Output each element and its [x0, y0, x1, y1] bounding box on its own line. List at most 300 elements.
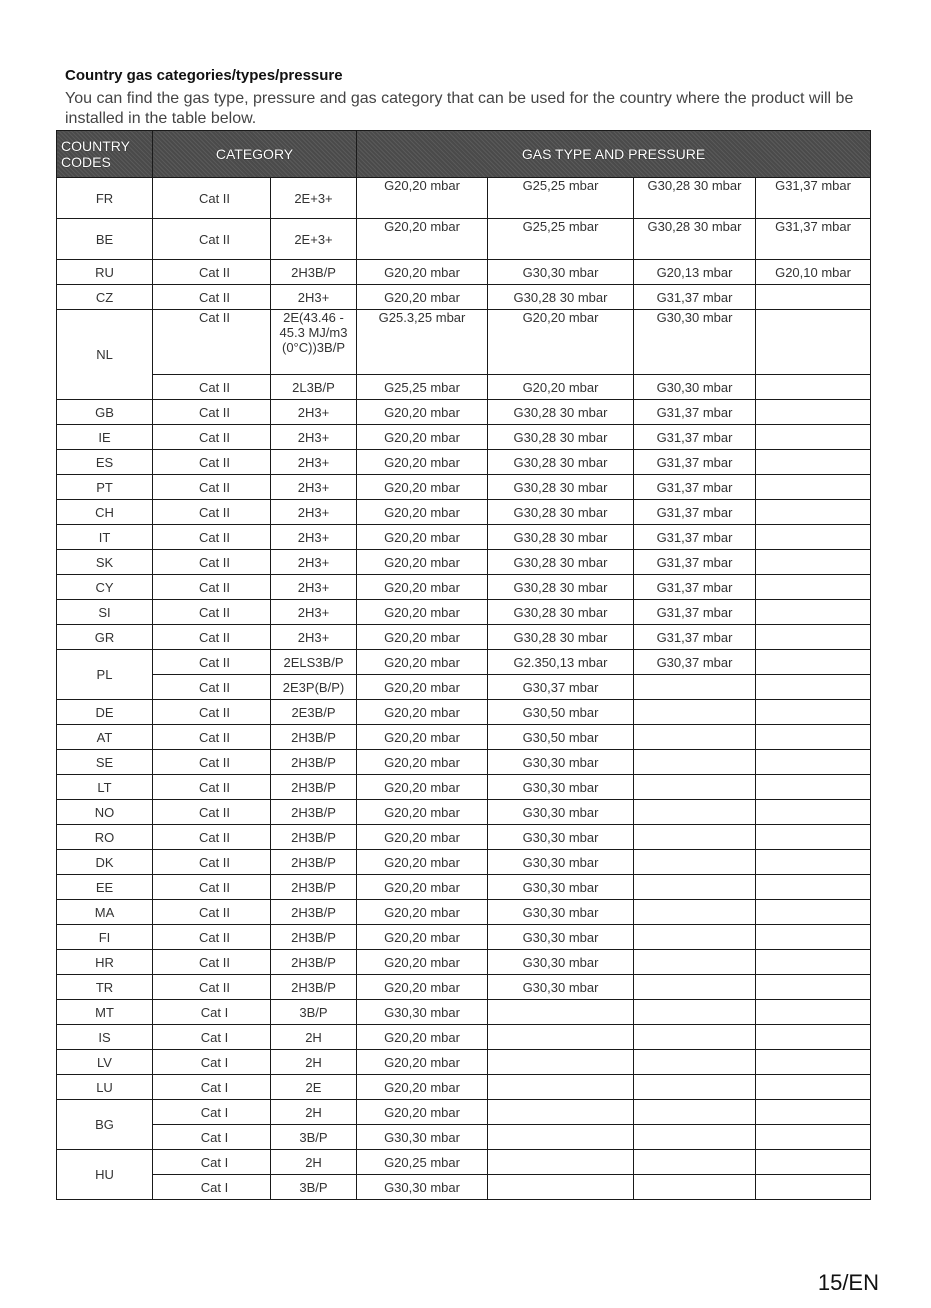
pressure-cell [756, 1150, 871, 1175]
pressure-cell: G31,37 mbar [634, 400, 756, 425]
pressure-cell [634, 1100, 756, 1125]
pressure-cell: G2.350,13 mbar [488, 650, 634, 675]
pressure-cell: G20,20 mbar [357, 1025, 488, 1050]
country-code-cell: EE [57, 875, 153, 900]
country-code-cell: GR [57, 625, 153, 650]
pressure-cell [756, 525, 871, 550]
pressure-cell: G30,28 30 mbar [488, 475, 634, 500]
pressure-cell: G30,30 mbar [488, 775, 634, 800]
gas-type-code-cell: 2H3+ [271, 525, 357, 550]
pressure-cell [488, 1150, 634, 1175]
pressure-cell [634, 875, 756, 900]
pressure-cell [634, 1075, 756, 1100]
category-cell: Cat II [153, 450, 271, 475]
pressure-cell: G30,28 30 mbar [488, 500, 634, 525]
table-row [57, 950, 871, 975]
table-row [57, 260, 871, 285]
pressure-cell: G20,20 mbar [357, 875, 488, 900]
table-row [57, 750, 871, 775]
table-row [57, 625, 871, 650]
country-code-cell: DK [57, 850, 153, 875]
country-code-cell: FI [57, 925, 153, 950]
table-row [57, 425, 871, 450]
pressure-cell: G20,20 mbar [357, 600, 488, 625]
gas-type-code-cell: 2H3+ [271, 550, 357, 575]
pressure-cell [634, 750, 756, 775]
gas-type-code-cell: 2H3B/P [271, 975, 357, 1000]
table-row [57, 1100, 871, 1125]
gas-type-code-cell: 2H3+ [271, 600, 357, 625]
table-body [57, 178, 871, 1200]
pressure-cell: G31,37 mbar [634, 600, 756, 625]
pressure-cell: G20,20 mbar [357, 285, 488, 310]
pressure-cell: G20,20 mbar [488, 375, 634, 400]
country-code-cell: FR [57, 178, 153, 219]
country-code-cell: HR [57, 950, 153, 975]
gas-type-code-cell: 2H3B/P [271, 750, 357, 775]
pressure-cell [756, 1050, 871, 1075]
category-cell: Cat II [153, 925, 271, 950]
pressure-cell [756, 500, 871, 525]
gas-type-code-cell: 2E(43.46 - 45.3 MJ/m3 (0°C))3B/P [271, 310, 357, 375]
category-cell: Cat II [153, 525, 271, 550]
pressure-cell [634, 1175, 756, 1200]
table-header-row [57, 131, 871, 178]
pressure-cell: G30,28 30 mbar [488, 425, 634, 450]
country-code-cell: HU [57, 1150, 153, 1200]
pressure-cell: G20,20 mbar [357, 825, 488, 850]
category-cell: Cat II [153, 260, 271, 285]
category-cell: Cat II [153, 500, 271, 525]
pressure-cell: G30,30 mbar [634, 375, 756, 400]
category-cell: Cat II [153, 875, 271, 900]
category-cell: Cat II [153, 178, 271, 219]
pressure-cell: G20,25 mbar [357, 1150, 488, 1175]
intro-paragraph: You can find the gas type, pressure and gas category that can be used for the country where the product will be installed in the table below. [65, 90, 854, 127]
category-cell: Cat II [153, 400, 271, 425]
pressure-cell: G30,28 30 mbar [488, 450, 634, 475]
gas-type-code-cell: 3B/P [271, 1125, 357, 1150]
category-cell: Cat II [153, 310, 271, 375]
gas-type-code-cell: 2H3B/P [271, 900, 357, 925]
category-cell: Cat II [153, 600, 271, 625]
pressure-cell: G20,20 mbar [488, 310, 634, 375]
country-code-cell: RO [57, 825, 153, 850]
country-code-cell: MA [57, 900, 153, 925]
pressure-cell [756, 650, 871, 675]
pressure-cell: G20,20 mbar [357, 775, 488, 800]
gas-type-code-cell: 2H [271, 1100, 357, 1125]
category-cell: Cat II [153, 285, 271, 310]
country-code-cell: BE [57, 219, 153, 260]
table-row [57, 178, 871, 219]
pressure-cell: G30,30 mbar [488, 900, 634, 925]
gas-type-code-cell: 2H3B/P [271, 875, 357, 900]
pressure-cell [634, 1000, 756, 1025]
pressure-cell: G20,13 mbar [634, 260, 756, 285]
table-row [57, 800, 871, 825]
pressure-cell [756, 1075, 871, 1100]
pressure-cell [488, 1050, 634, 1075]
category-cell: Cat II [153, 700, 271, 725]
table-row [57, 400, 871, 425]
pressure-cell: G20,20 mbar [357, 550, 488, 575]
pressure-cell: G30,28 30 mbar [488, 400, 634, 425]
table-row [57, 900, 871, 925]
table-row [57, 310, 871, 375]
table-row [57, 1075, 871, 1100]
country-code-cell: MT [57, 1000, 153, 1025]
pressure-cell: G30,30 mbar [357, 1000, 488, 1025]
pressure-cell: G31,37 mbar [634, 500, 756, 525]
category-cell: Cat I [153, 1175, 271, 1200]
pressure-cell [756, 825, 871, 850]
pressure-cell [756, 900, 871, 925]
pressure-cell: G20,20 mbar [357, 925, 488, 950]
pressure-cell [634, 1150, 756, 1175]
pressure-cell: G31,37 mbar [634, 550, 756, 575]
pressure-cell: G31,37 mbar [756, 219, 871, 260]
country-code-cell: BG [57, 1100, 153, 1150]
pressure-cell [756, 600, 871, 625]
country-code-cell: SE [57, 750, 153, 775]
country-code-cell: SI [57, 600, 153, 625]
pressure-cell [756, 675, 871, 700]
pressure-cell [488, 1100, 634, 1125]
gas-type-code-cell: 2H3B/P [271, 800, 357, 825]
pressure-cell: G20,20 mbar [357, 400, 488, 425]
pressure-cell [634, 900, 756, 925]
pressure-cell [488, 1025, 634, 1050]
pressure-cell: G30,28 30 mbar [488, 625, 634, 650]
pressure-cell: G30,30 mbar [488, 875, 634, 900]
pressure-cell: G20,20 mbar [357, 750, 488, 775]
pressure-cell [634, 725, 756, 750]
table-row [57, 1000, 871, 1025]
pressure-cell [756, 800, 871, 825]
gas-type-code-cell: 3B/P [271, 1175, 357, 1200]
table-row [57, 700, 871, 725]
gas-type-code-cell: 2H3B/P [271, 925, 357, 950]
pressure-cell [756, 950, 871, 975]
country-code-cell: RU [57, 260, 153, 285]
pressure-cell: G25,25 mbar [488, 178, 634, 219]
pressure-cell: G20,20 mbar [357, 1100, 488, 1125]
pressure-cell: G20,20 mbar [357, 178, 488, 219]
pressure-cell [488, 1075, 634, 1100]
category-cell: Cat II [153, 550, 271, 575]
header-country-codes: COUNTRY CODES [57, 131, 153, 178]
category-cell: Cat II [153, 725, 271, 750]
country-code-cell: SK [57, 550, 153, 575]
table-row [57, 475, 871, 500]
pressure-cell: G25.3,25 mbar [357, 310, 488, 375]
country-code-cell: GB [57, 400, 153, 425]
country-code-cell: CZ [57, 285, 153, 310]
pressure-cell [488, 1125, 634, 1150]
pressure-cell [756, 1025, 871, 1050]
gas-type-code-cell: 2H [271, 1050, 357, 1075]
country-code-cell: CY [57, 575, 153, 600]
pressure-cell: G20,10 mbar [756, 260, 871, 285]
pressure-cell: G30,50 mbar [488, 725, 634, 750]
category-cell: Cat II [153, 425, 271, 450]
table-row [57, 1025, 871, 1050]
gas-type-code-cell: 2H3B/P [271, 825, 357, 850]
table-row [57, 775, 871, 800]
table-row [57, 450, 871, 475]
pressure-cell: G20,20 mbar [357, 900, 488, 925]
gas-type-code-cell: 2H3B/P [271, 260, 357, 285]
pressure-cell [756, 1125, 871, 1150]
table-row [57, 500, 871, 525]
pressure-cell: G20,20 mbar [357, 625, 488, 650]
pressure-cell [756, 875, 871, 900]
category-cell: Cat I [153, 1100, 271, 1125]
pressure-cell: G20,20 mbar [357, 525, 488, 550]
category-cell: Cat II [153, 575, 271, 600]
pressure-cell [634, 1025, 756, 1050]
pressure-cell [756, 575, 871, 600]
country-code-cell: NO [57, 800, 153, 825]
pressure-cell: G30,30 mbar [357, 1125, 488, 1150]
gas-type-code-cell: 2ELS3B/P [271, 650, 357, 675]
gas-type-code-cell: 3B/P [271, 1000, 357, 1025]
pressure-cell: G30,30 mbar [634, 310, 756, 375]
pressure-cell [756, 750, 871, 775]
gas-type-code-cell: 2H3B/P [271, 950, 357, 975]
gas-type-code-cell: 2H3+ [271, 500, 357, 525]
pressure-cell: G31,37 mbar [634, 575, 756, 600]
pressure-cell: G20,20 mbar [357, 850, 488, 875]
category-cell: Cat I [153, 1150, 271, 1175]
pressure-cell [756, 450, 871, 475]
table-row [57, 975, 871, 1000]
country-code-cell: PL [57, 650, 153, 700]
pressure-cell: G20,20 mbar [357, 650, 488, 675]
country-code-cell: IT [57, 525, 153, 550]
pressure-cell: G31,37 mbar [634, 475, 756, 500]
gas-type-code-cell: 2H3+ [271, 425, 357, 450]
pressure-cell [634, 825, 756, 850]
pressure-cell: G30,28 30 mbar [488, 600, 634, 625]
pressure-cell [756, 1000, 871, 1025]
pressure-cell: G30,30 mbar [488, 750, 634, 775]
pressure-cell: G31,37 mbar [756, 178, 871, 219]
country-code-cell: DE [57, 700, 153, 725]
pressure-cell: G31,37 mbar [634, 625, 756, 650]
pressure-cell: G31,37 mbar [634, 525, 756, 550]
gas-type-code-cell: 2E+3+ [271, 219, 357, 260]
gas-type-code-cell: 2E3B/P [271, 700, 357, 725]
pressure-cell: G30,30 mbar [488, 850, 634, 875]
pressure-cell: G20,20 mbar [357, 725, 488, 750]
pressure-cell [634, 925, 756, 950]
category-cell: Cat I [153, 1125, 271, 1150]
table-row [57, 1050, 871, 1075]
pressure-cell [756, 550, 871, 575]
table-row [57, 525, 871, 550]
page-number: 15/EN [817, 1270, 879, 1295]
gas-type-code-cell: 2H3+ [271, 575, 357, 600]
pressure-cell [488, 1175, 634, 1200]
pressure-cell: G30,28 30 mbar [634, 219, 756, 260]
pressure-cell [756, 925, 871, 950]
pressure-cell: G30,30 mbar [488, 925, 634, 950]
country-code-cell: CH [57, 500, 153, 525]
table-row [57, 1150, 871, 1175]
pressure-cell [756, 725, 871, 750]
pressure-cell [756, 1175, 871, 1200]
country-code-cell: IE [57, 425, 153, 450]
pressure-cell: G20,20 mbar [357, 700, 488, 725]
category-cell: Cat II [153, 750, 271, 775]
pressure-cell [756, 850, 871, 875]
pressure-cell: G20,20 mbar [357, 260, 488, 285]
table-row [57, 675, 871, 700]
pressure-cell [756, 425, 871, 450]
pressure-cell: G30,50 mbar [488, 700, 634, 725]
pressure-cell: G20,20 mbar [357, 800, 488, 825]
category-cell: Cat II [153, 675, 271, 700]
gas-type-code-cell: 2E3P(B/P) [271, 675, 357, 700]
pressure-cell: G30,30 mbar [488, 800, 634, 825]
pressure-cell: G25,25 mbar [357, 375, 488, 400]
pressure-cell: G20,20 mbar [357, 450, 488, 475]
pressure-cell: G20,20 mbar [357, 1075, 488, 1100]
pressure-cell: G30,37 mbar [634, 650, 756, 675]
table-row [57, 825, 871, 850]
table-row [57, 550, 871, 575]
pressure-cell [634, 850, 756, 875]
category-cell: Cat II [153, 625, 271, 650]
gas-type-code-cell: 2H3B/P [271, 725, 357, 750]
country-code-cell: IS [57, 1025, 153, 1050]
pressure-cell [756, 285, 871, 310]
table-row [57, 875, 871, 900]
table-row [57, 850, 871, 875]
pressure-cell: G30,28 30 mbar [488, 550, 634, 575]
country-code-cell: ES [57, 450, 153, 475]
pressure-cell: G31,37 mbar [634, 450, 756, 475]
category-cell: Cat I [153, 1000, 271, 1025]
country-code-cell: LV [57, 1050, 153, 1075]
category-cell: Cat II [153, 900, 271, 925]
pressure-cell: G20,20 mbar [357, 675, 488, 700]
pressure-cell [634, 975, 756, 1000]
pressure-cell [634, 1050, 756, 1075]
category-cell: Cat II [153, 950, 271, 975]
pressure-cell [756, 1100, 871, 1125]
pressure-cell [756, 975, 871, 1000]
pressure-cell [756, 700, 871, 725]
country-code-cell: PT [57, 475, 153, 500]
gas-type-code-cell: 2H3+ [271, 475, 357, 500]
pressure-cell: G30,30 mbar [488, 975, 634, 1000]
pressure-cell: G25,25 mbar [488, 219, 634, 260]
pressure-cell: G31,37 mbar [634, 425, 756, 450]
gas-category-table [56, 130, 871, 1200]
category-cell: Cat II [153, 825, 271, 850]
country-code-cell: LT [57, 775, 153, 800]
pressure-cell [634, 800, 756, 825]
category-cell: Cat II [153, 475, 271, 500]
category-cell: Cat II [153, 650, 271, 675]
gas-type-code-cell: 2H3B/P [271, 775, 357, 800]
pressure-cell: G20,20 mbar [357, 219, 488, 260]
category-cell: Cat II [153, 800, 271, 825]
category-cell: Cat II [153, 850, 271, 875]
category-cell: Cat I [153, 1050, 271, 1075]
header-gas-type-pressure: GAS TYPE AND PRESSURE [357, 131, 871, 178]
pressure-cell: G30,30 mbar [488, 825, 634, 850]
pressure-cell: G30,28 30 mbar [634, 178, 756, 219]
gas-type-code-cell: 2H [271, 1025, 357, 1050]
pressure-cell: G30,30 mbar [488, 260, 634, 285]
pressure-cell [756, 375, 871, 400]
pressure-cell: G31,37 mbar [634, 285, 756, 310]
pressure-cell [488, 1000, 634, 1025]
pressure-cell [756, 475, 871, 500]
category-cell: Cat II [153, 375, 271, 400]
table-row [57, 219, 871, 260]
pressure-cell: G20,20 mbar [357, 500, 488, 525]
gas-type-code-cell: 2E+3+ [271, 178, 357, 219]
gas-type-code-cell: 2H3+ [271, 625, 357, 650]
table-row [57, 1175, 871, 1200]
pressure-cell [756, 775, 871, 800]
pressure-cell [756, 625, 871, 650]
pressure-cell [756, 310, 871, 375]
table-row [57, 725, 871, 750]
country-code-cell: LU [57, 1075, 153, 1100]
header-category: CATEGORY [153, 131, 357, 178]
gas-type-code-cell: 2H [271, 1150, 357, 1175]
pressure-cell: G20,20 mbar [357, 950, 488, 975]
country-code-cell: NL [57, 310, 153, 400]
gas-type-code-cell: 2L3B/P [271, 375, 357, 400]
table-row [57, 575, 871, 600]
pressure-cell [634, 675, 756, 700]
country-code-cell: AT [57, 725, 153, 750]
pressure-cell [634, 950, 756, 975]
gas-type-code-cell: 2H3+ [271, 400, 357, 425]
gas-type-code-cell: 2H3+ [271, 285, 357, 310]
pressure-cell [634, 1125, 756, 1150]
pressure-cell: G30,28 30 mbar [488, 285, 634, 310]
pressure-cell: G30,28 30 mbar [488, 525, 634, 550]
pressure-cell: G30,30 mbar [488, 950, 634, 975]
gas-type-code-cell: 2E [271, 1075, 357, 1100]
section-heading: Country gas categories/types/pressure [65, 67, 343, 84]
pressure-cell: G20,20 mbar [357, 475, 488, 500]
pressure-cell [634, 700, 756, 725]
category-cell: Cat II [153, 219, 271, 260]
pressure-cell: G30,28 30 mbar [488, 575, 634, 600]
gas-type-code-cell: 2H3B/P [271, 850, 357, 875]
table-row [57, 650, 871, 675]
pressure-cell: G30,30 mbar [357, 1175, 488, 1200]
table-row [57, 375, 871, 400]
table-row [57, 285, 871, 310]
gas-type-code-cell: 2H3+ [271, 450, 357, 475]
pressure-cell: G20,20 mbar [357, 425, 488, 450]
category-cell: Cat II [153, 975, 271, 1000]
pressure-cell: G20,20 mbar [357, 575, 488, 600]
pressure-cell [756, 400, 871, 425]
pressure-cell [634, 775, 756, 800]
country-code-cell: TR [57, 975, 153, 1000]
